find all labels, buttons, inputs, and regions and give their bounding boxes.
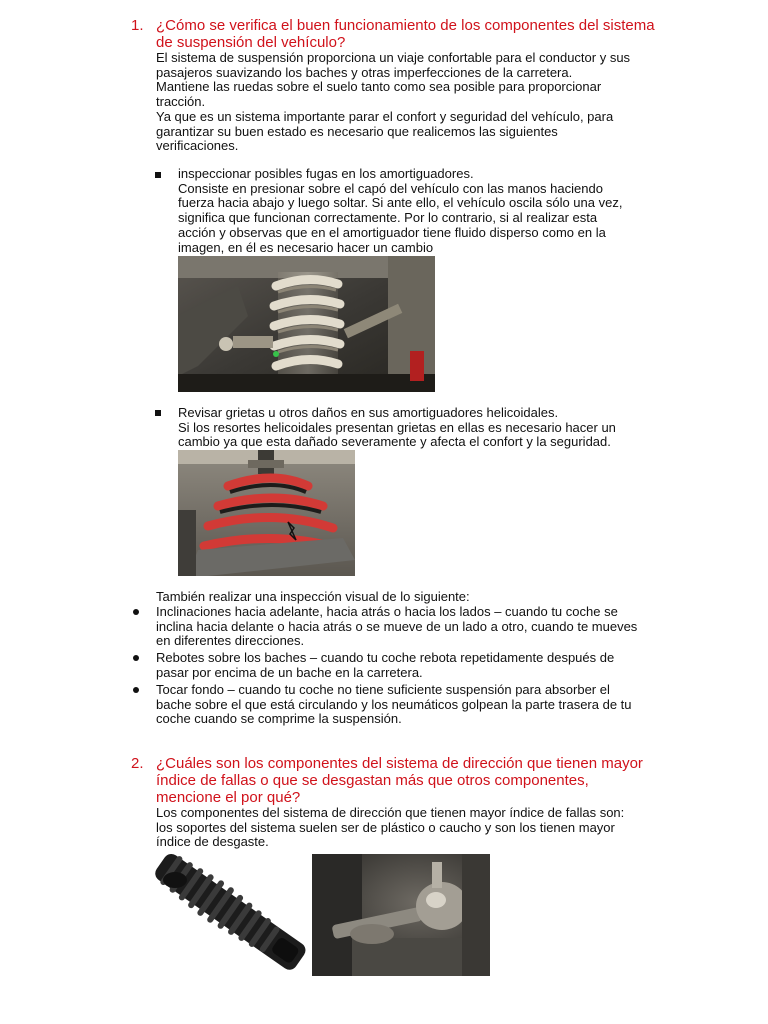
visual-line: Rebotes sobre los baches – cuando tu coche rebota repetidamente después de bbox=[156, 650, 615, 665]
check-line: significa que funcionan correctamente. Por lo contrario, si al realizar esta bbox=[178, 210, 598, 226]
round-bullet bbox=[133, 609, 139, 615]
visual-line: Inclinaciones hacia adelante, hacia atrás o hacia los lados – cuando tu coche se bbox=[156, 604, 618, 619]
square-bullet bbox=[155, 410, 161, 416]
visual-inspection-intro: También realizar una inspección visual de lo siguiente: bbox=[156, 589, 470, 604]
check-line: inspeccionar posibles fugas en los amortiguadores. bbox=[178, 166, 474, 181]
question-2-number: 2. bbox=[131, 755, 144, 772]
check-line: acción y observas que en el amortiguador tiene fluido disperso como en la bbox=[178, 224, 606, 240]
visual-line: pasar por encima de un bache en la carretera. bbox=[156, 664, 423, 680]
question-1-number: 1. bbox=[131, 17, 144, 34]
answer-line: Los componentes del sistema de dirección que tienen mayor índice de fallas son: bbox=[156, 805, 625, 820]
round-bullet bbox=[133, 687, 139, 693]
cracked-coil-spring-photo bbox=[178, 450, 355, 576]
check-line: Consiste en presionar sobre el capó del vehículo con las manos haciendo bbox=[178, 180, 603, 196]
check-line: cambio ya que esta dañado severamente y afecta el confort y la seguridad. bbox=[178, 434, 611, 450]
check-item-coil-spring bbox=[178, 406, 658, 450]
question-2-title: ¿Cuáles son los componentes del sistema de dirección que tienen mayor índice de fallas o que se desgastan más que otros componentes, mencione el por qué? bbox=[156, 755, 643, 806]
visual-line: bache sobre el que está circulando y los neumáticos golpean la parte trasera de tu bbox=[156, 696, 632, 712]
check-line: Revisar grietas u otros daños en sus amortiguadores helicoidales. bbox=[178, 405, 559, 420]
question-1-intro bbox=[156, 51, 666, 154]
square-bullet bbox=[155, 172, 161, 178]
intro-line: Mantiene las ruedas sobre el suelo tanto como sea posible para proporcionar bbox=[156, 79, 602, 95]
intro-line: tracción. bbox=[156, 94, 206, 110]
shock-absorber-leak-photo bbox=[178, 256, 435, 392]
visual-item-inclination bbox=[156, 605, 666, 649]
check-item-shock-leak bbox=[178, 167, 658, 255]
steering-rack-boot-photo bbox=[155, 850, 309, 976]
question-1-title: ¿Cómo se verifica el buen funcionamiento de los componentes del sistema de suspensión del vehículo? bbox=[156, 17, 655, 51]
check-line: imagen, en él es necesario hacer un cambio bbox=[178, 239, 434, 255]
check-line: fuerza hacia abajo y luego soltar. Si ante ello, el vehículo oscila sólo una vez, bbox=[178, 195, 623, 211]
visual-line: coche cuando se comprime la suspensión. bbox=[156, 711, 402, 727]
visual-line: Tocar fondo – cuando tu coche no tiene suficiente suspensión para absorber el bbox=[156, 682, 610, 697]
visual-line: inclina hacia delante o hacia atrás o se mueve de un lado a otro, cuando te mueves bbox=[156, 618, 638, 634]
intro-line: Ya que es un sistema importante parar el confort y seguridad del vehículo, para bbox=[156, 108, 614, 124]
visual-line: en diferentes direcciones. bbox=[156, 633, 305, 649]
visual-item-bounce bbox=[156, 651, 666, 680]
visual-item-bottom-out bbox=[156, 683, 666, 727]
answer-line: los soportes del sistema suelen ser de plástico o caucho y son los tienen mayor bbox=[156, 819, 615, 835]
question-2-answer bbox=[156, 806, 666, 850]
round-bullet bbox=[133, 655, 139, 661]
answer-line: índice de desgaste. bbox=[156, 834, 269, 850]
intro-line: El sistema de suspensión proporciona un viaje confortable para el conductor y sus bbox=[156, 50, 631, 65]
check-line: Si los resortes helicoidales presentan grietas en ellas es necesario hacer un bbox=[178, 419, 616, 435]
tie-rod-end-photo bbox=[312, 854, 490, 976]
intro-line: pasajeros suavizando los baches y otras imperfecciones de la carretera. bbox=[156, 64, 573, 80]
intro-line: garantizar su buen estado es necesario que realicemos las siguientes bbox=[156, 123, 558, 139]
intro-line: verificaciones. bbox=[156, 138, 239, 154]
